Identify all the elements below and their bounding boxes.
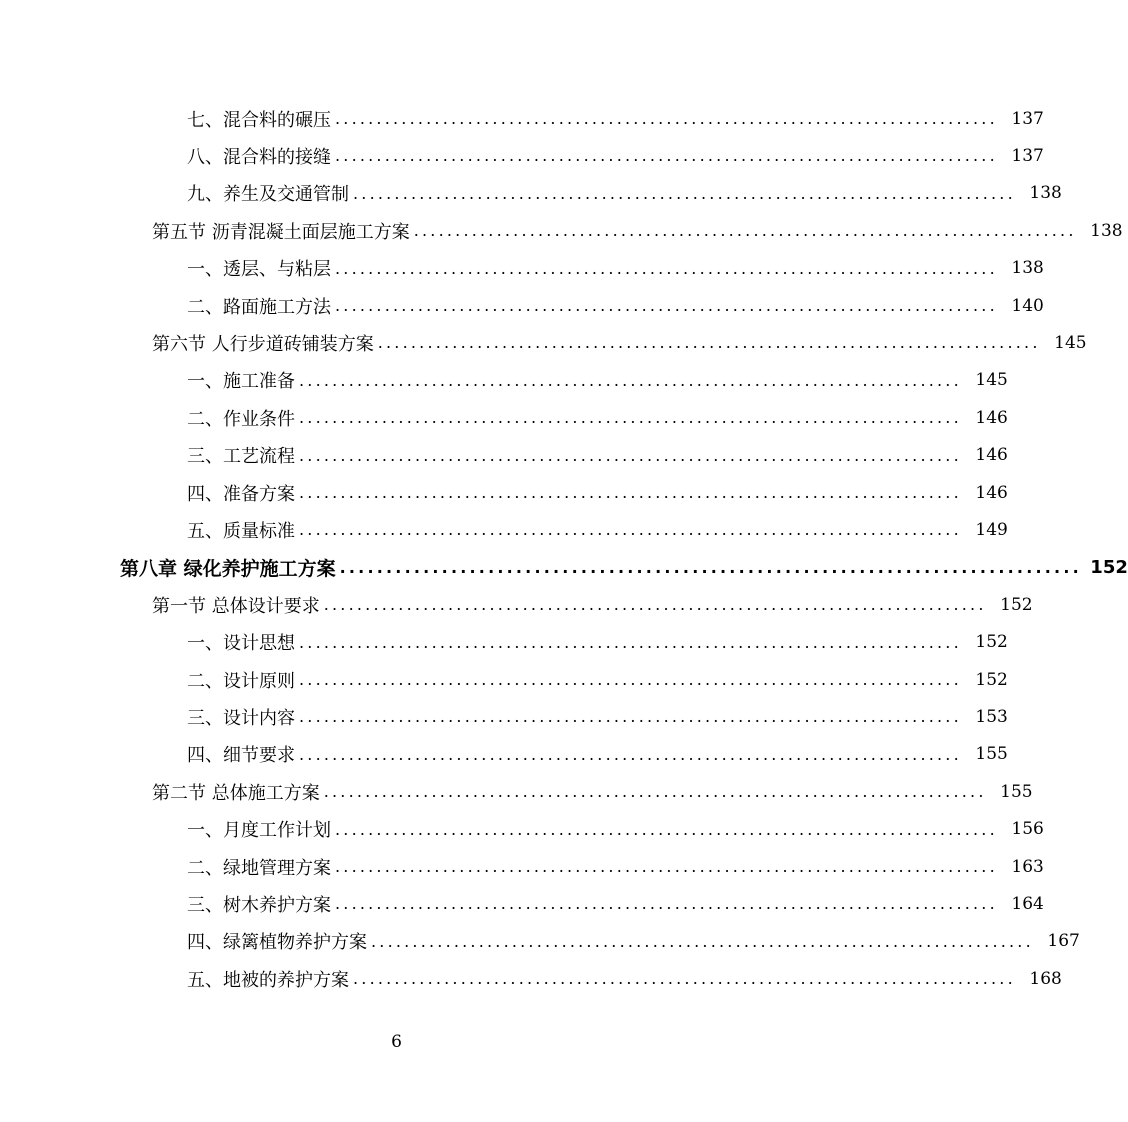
toc-dot-leader: ................................................................................ xyxy=(299,670,962,689)
toc-subsection-entry[interactable] xyxy=(187,848,1044,885)
toc-entry-page: 146 xyxy=(975,445,1008,466)
toc-dot-leader: ................................................................................ xyxy=(299,483,962,502)
toc-entry-label: 二、设计原则 xyxy=(187,670,295,692)
toc-subsection-entry[interactable] xyxy=(187,399,1008,436)
toc-subsection-entry[interactable] xyxy=(187,474,1008,511)
toc-subsection-entry[interactable] xyxy=(187,923,1080,960)
toc-entry-page: 137 xyxy=(1011,145,1044,166)
toc-section-entry[interactable] xyxy=(152,773,1033,810)
toc-entry-label: 九、养生及交通管制 xyxy=(187,184,349,206)
toc-dot-leader: ................................................................................ xyxy=(413,221,1077,241)
toc-entry-page: 145 xyxy=(1054,332,1087,353)
toc-entry-label: 四、准备方案 xyxy=(187,483,295,505)
toc-dot-leader: ................................................................................ xyxy=(299,370,962,390)
toc-dot-leader: ................................................................................ xyxy=(335,857,998,876)
toc-subsection-entry[interactable] xyxy=(187,698,1008,735)
toc-dot-leader: ................................................................................ xyxy=(377,333,1041,353)
toc-dot-leader: ................................................................................ xyxy=(335,296,998,315)
toc-entry-page: 138 xyxy=(1029,183,1062,204)
toc-entry-page: 152 xyxy=(1090,556,1128,578)
toc-entry-page: 137 xyxy=(1011,108,1044,129)
toc-entry-label: 二、绿地管理方案 xyxy=(187,857,331,879)
toc-entry-label: 三、树木养护方案 xyxy=(187,894,331,916)
toc-section-entry[interactable] xyxy=(152,324,1087,361)
toc-dot-leader: ................................................................................ xyxy=(323,782,987,802)
toc-entry-label: 三、设计内容 xyxy=(187,707,295,729)
toc-section-entry[interactable] xyxy=(152,212,1123,249)
toc-entry-page: 138 xyxy=(1090,220,1123,241)
toc-entry-page: 167 xyxy=(1047,931,1080,952)
toc-entry-label: 四、细节要求 xyxy=(187,745,295,767)
toc-subsection-entry[interactable] xyxy=(187,100,1044,137)
toc-entry-page: 152 xyxy=(1000,594,1033,615)
toc-entry-label: 四、绿篱植物养护方案 xyxy=(187,932,367,954)
toc-dot-leader: ................................................................................ xyxy=(339,557,1082,577)
toc-entry-page: 164 xyxy=(1011,893,1044,914)
toc-subsection-entry[interactable] xyxy=(187,175,1062,212)
toc-dot-leader: ................................................................................ xyxy=(299,520,962,540)
toc-entry-page: 146 xyxy=(975,407,1008,428)
toc-entry-page: 138 xyxy=(1011,258,1044,279)
toc-subsection-entry[interactable] xyxy=(187,250,1044,287)
toc-dot-leader: ................................................................................ xyxy=(335,146,998,166)
toc-subsection-entry[interactable] xyxy=(187,736,1008,773)
toc-entry-label: 二、路面施工方法 xyxy=(187,296,331,318)
toc-subsection-entry[interactable] xyxy=(187,811,1044,848)
toc-subsection-entry[interactable] xyxy=(187,624,1008,661)
toc-entry-label: 第一节 总体设计要求 xyxy=(152,595,320,617)
toc-entry-label: 第八章 绿化养护施工方案 xyxy=(120,557,336,580)
toc-subsection-entry[interactable] xyxy=(187,511,1008,548)
toc-dot-leader: ................................................................................ xyxy=(299,632,962,652)
toc-entry-label: 一、设计思想 xyxy=(187,633,295,655)
toc-dot-leader: ................................................................................ xyxy=(335,258,998,278)
toc-dot-leader: ................................................................................ xyxy=(371,931,1034,951)
toc-entry-page: 156 xyxy=(1011,819,1044,840)
toc-entry-label: 一、月度工作计划 xyxy=(187,820,331,842)
toc-entry-page: 140 xyxy=(1011,295,1044,316)
toc-subsection-entry[interactable] xyxy=(187,661,1008,698)
toc-chapter-entry[interactable] xyxy=(120,549,1128,586)
toc-entry-page: 152 xyxy=(975,632,1008,653)
page-number: 6 xyxy=(391,1032,402,1052)
toc-subsection-entry[interactable] xyxy=(187,437,1008,474)
toc-entry-label: 八、混合料的接缝 xyxy=(187,146,331,168)
toc-entry-label: 七、混合料的碾压 xyxy=(187,109,331,131)
toc-dot-leader: ................................................................................ xyxy=(299,408,962,428)
toc-dot-leader: ................................................................................ xyxy=(299,445,962,465)
toc-entry-label: 一、透层、与粘层 xyxy=(187,259,331,281)
toc-subsection-entry[interactable] xyxy=(187,137,1044,174)
toc-entry-label: 第六节 人行步道砖铺装方案 xyxy=(152,333,374,355)
toc-entry-page: 152 xyxy=(975,669,1008,690)
toc-entry-page: 163 xyxy=(1011,856,1044,877)
toc-subsection-entry[interactable] xyxy=(187,885,1044,922)
toc-entry-page: 145 xyxy=(975,370,1008,391)
toc-entry-page: 149 xyxy=(975,519,1008,540)
toc-dot-leader: ................................................................................ xyxy=(335,819,998,839)
toc-dot-leader: ................................................................................ xyxy=(353,183,1016,203)
toc-section-entry[interactable] xyxy=(152,586,1033,623)
toc-dot-leader: ................................................................................ xyxy=(335,894,998,914)
toc-entry-page: 146 xyxy=(975,482,1008,503)
toc-entry-label: 一、施工准备 xyxy=(187,371,295,393)
toc-entry-label: 五、地被的养护方案 xyxy=(187,969,349,991)
toc-entry-label: 二、作业条件 xyxy=(187,408,295,430)
toc-subsection-entry[interactable] xyxy=(187,960,1062,997)
toc-subsection-entry[interactable] xyxy=(187,287,1044,324)
toc-entry-page: 168 xyxy=(1029,968,1062,989)
toc-entry-label: 三、工艺流程 xyxy=(187,446,295,468)
toc-subsection-entry[interactable] xyxy=(187,362,1008,399)
toc-dot-leader: ................................................................................ xyxy=(353,969,1016,989)
toc-entry-label: 五、质量标准 xyxy=(187,520,295,542)
toc-entry-label: 第二节 总体施工方案 xyxy=(152,782,320,804)
toc-dot-leader: ................................................................................ xyxy=(299,707,962,727)
toc-entry-page: 153 xyxy=(975,706,1008,727)
toc-entry-page: 155 xyxy=(1000,781,1033,802)
toc-entry-label: 第五节 沥青混凝土面层施工方案 xyxy=(152,221,410,243)
toc-dot-leader: ................................................................................ xyxy=(323,595,987,615)
toc-entry-page: 155 xyxy=(975,744,1008,765)
toc-dot-leader: ................................................................................ xyxy=(299,744,962,764)
toc-dot-leader: ................................................................................ xyxy=(335,109,998,128)
